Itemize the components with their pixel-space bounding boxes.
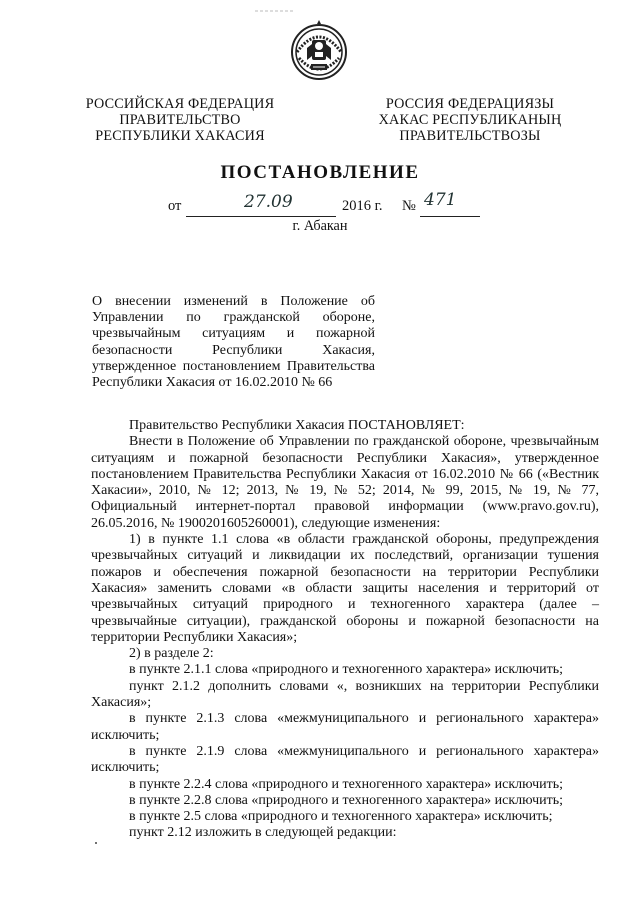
- header-right-block: [370, 96, 570, 144]
- year-label: 2016 г.: [342, 198, 383, 214]
- header-left-block: [80, 96, 280, 144]
- document-title: ПОСТАНОВЛЕНИЕ: [220, 162, 420, 183]
- sub-item: в пункте 2.2.4 слова «природного и техногенного характера» исключить;: [129, 776, 564, 792]
- sub-item: в пункте 2.1.1 слова «природного и техногенного характера» исключить;: [129, 662, 564, 678]
- city-label: г. Абакан: [292, 218, 348, 234]
- subject-heading: О внесении изменений в Положение об Управлении по гражданской обороне, чрезвычайным ситуациям и пожарной безопасности Республики Хакасия, утвержденное постановлением Правительства Республики Хакасия от 16.02.2010 № 66: [92, 294, 375, 391]
- header-left-line-2: ПРАВИТЕЛЬСТВО: [119, 112, 241, 128]
- sub-item: в пункте 2.1.9 слова «межмуниципального и регионального характера» исключить;: [91, 743, 599, 776]
- decree-paragraph: Правительство Республики Хакасия ПОСТАНОВЛЯЕТ:: [129, 418, 465, 433]
- handwritten-date: 27.09: [244, 192, 293, 212]
- handwritten-number: 471: [424, 190, 457, 210]
- date-number-line: [0, 190, 640, 220]
- header-right-line-1: РОССИЯ ФЕДЕРАЦИЯЗЫ: [385, 96, 555, 112]
- scan-speck: [95, 842, 97, 844]
- sub-item: пункт 2.1.2 дополнить словами «, возникших на территории Республики Хакасия»;: [91, 678, 599, 711]
- document-body: [91, 418, 599, 842]
- header-left-line-1: РОССИЙСКАЯ ФЕДЕРАЦИЯ: [85, 96, 275, 112]
- header-left-line-3: РЕСПУБЛИКИ ХАКАСИЯ: [95, 128, 265, 144]
- coat-of-arms-icon: [287, 18, 351, 82]
- header-right-line-3: ПРАВИТЕЛЬСТВОЗЫ: [399, 128, 541, 144]
- date-prefix: от: [168, 198, 182, 214]
- item-1-paragraph: 1) в пункте 1.1 слова «в области гражданской обороны, предупреждения чрезвычайных ситуаций и ликвидации их последствий, организации тушения пожаров и обеспечения пожарной безопасности на территории Республики Хакасия» заменить словами «в области защиты населения и территорий от чрезвычайных ситуаций природного и техногенного характера (далее – чрезвычайные ситуации), гражданской обороны и пожарной безопасности на территории Республики Хакасия»;: [91, 532, 599, 645]
- sub-item: в пункте 2.1.3 слова «межмуниципального и регионального характера» исключить;: [91, 711, 599, 743]
- sub-item: пункт 2.12 изложить в следующей редакции:: [129, 825, 397, 841]
- scan-mark: [255, 0, 295, 3]
- sub-item: в пункте 2.2.8 слова «природного и техногенного характера» исключить;: [129, 792, 564, 808]
- item-2-paragraph: 2) в разделе 2:: [129, 646, 214, 662]
- number-sign: №: [402, 198, 416, 214]
- header-right-line-2: ХАКАС РЕСПУБЛИКАНЫҢ: [378, 112, 562, 128]
- sub-item: в пункте 2.5 слова «природного и техногенного характера» исключить;: [129, 809, 553, 825]
- intro-paragraph: Внести в Положение об Управлении по гражданской обороне, чрезвычайным ситуациям и пожарной безопасности Республики Хакасия», утвержденное постановлением Правительства Республики Хакасия от 16.02.2010 № 66 («Вестник Хакасии», 2010, № 12; 2013, № 19, № 52; 2014, № 99, 2015, № 19, № 77, Официальный интернет-портал правовой информации (www.pravo.gov.ru), 26.05.2016, № 1900201605260001), следующие изменения:: [91, 434, 599, 531]
